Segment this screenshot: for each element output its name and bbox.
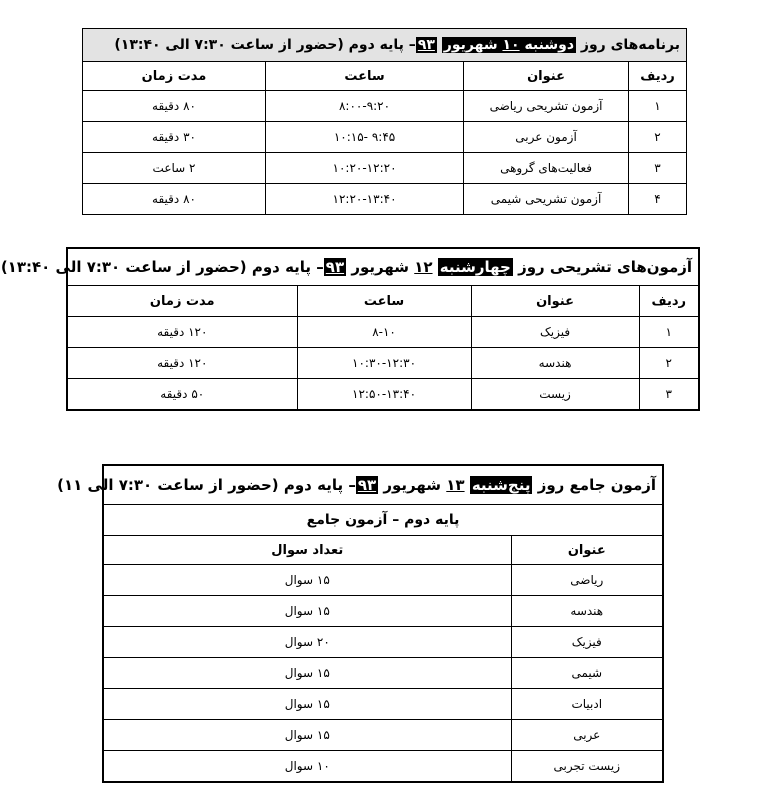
row-duration: ۲ ساعت (83, 153, 266, 184)
row-index: ۱ (629, 91, 687, 122)
table-title-row (67, 248, 699, 286)
header-index: ردیف (629, 62, 687, 91)
row-title: فعالیت‌های گروهی (464, 153, 629, 184)
table-subtitle: پایه دوم – آزمون جامع (103, 505, 663, 536)
row-duration: ۱۲۰ دقیقه (67, 348, 297, 379)
title-suffix: – پایه دوم (حضور از ساعت ۷:۳۰ الی ۱۳:۴۰) (114, 37, 416, 53)
header-title: عنوان (511, 536, 663, 565)
header-title: عنوان (471, 286, 639, 317)
row-title: آزمون تشریحی ریاضی (464, 91, 629, 122)
row-index: ۳ (639, 379, 699, 411)
title-year: ۹۳ (357, 476, 377, 494)
table-row (83, 122, 687, 153)
row-count: ۱۰ سوال (103, 751, 511, 783)
table-title (0, 248, 699, 286)
title-year: ۹۳ (417, 37, 435, 53)
table-title (83, 29, 687, 62)
comprehensive-exam-table (57, 464, 664, 783)
title-day: پنج‌شنبه (471, 476, 531, 494)
title-day: دوشنبه ۱۰ شهریور (443, 37, 575, 53)
row-duration: ۵۰ دقیقه (67, 379, 297, 411)
header-time: ساعت (297, 286, 471, 317)
title-prefix: آزمون‌های تشریحی روز (518, 258, 693, 276)
title-suffix: – پایه دوم (حضور از ساعت ۷:۳۰ الی ۱۱) (57, 476, 356, 494)
row-title: فیزیک (511, 627, 663, 658)
table-row (83, 91, 687, 122)
title-month: شهریور (383, 476, 442, 494)
row-title: ادبیات (511, 689, 663, 720)
header-question-count: تعداد سوال (103, 536, 511, 565)
row-index: ۴ (629, 184, 687, 215)
table-row (67, 379, 699, 411)
table-row (103, 627, 663, 658)
title-prefix: برنامه‌های روز (580, 37, 681, 53)
row-time: ۸:۰۰-۹:۲۰ (266, 91, 464, 122)
header-title: عنوان (464, 62, 629, 91)
row-count: ۱۵ سوال (103, 720, 511, 751)
row-index: ۲ (639, 348, 699, 379)
table-row (103, 720, 663, 751)
header-index: ردیف (639, 286, 699, 317)
row-title: آزمون تشریحی شیمی (464, 184, 629, 215)
table-title (57, 465, 663, 505)
row-title: هندسه (511, 596, 663, 627)
table-row (103, 658, 663, 689)
row-duration: ۳۰ دقیقه (83, 122, 266, 153)
table-row (103, 689, 663, 720)
row-duration: ۸۰ دقیقه (83, 91, 266, 122)
title-month: شهریور (351, 258, 409, 276)
row-count: ۲۰ سوال (103, 627, 511, 658)
title-prefix: آزمون جامع روز (537, 476, 657, 494)
row-time: ۸-۱۰ (297, 317, 471, 348)
row-title: زیست (471, 379, 639, 411)
row-time: ۹:۴۵ -۱۰:۱۵ (266, 122, 464, 153)
row-count: ۱۵ سوال (103, 658, 511, 689)
header-row (83, 62, 687, 91)
row-title: ریاضی (511, 565, 663, 596)
row-index: ۲ (629, 122, 687, 153)
table-title-row (83, 29, 687, 62)
title-date-num: ۱۳ (446, 476, 465, 494)
row-count: ۱۵ سوال (103, 689, 511, 720)
title-date-num: ۱۲ (414, 258, 433, 276)
header-row (103, 536, 663, 565)
row-count: ۱۵ سوال (103, 565, 511, 596)
table-row (83, 153, 687, 184)
title-suffix: – پایه دوم (حضور از ساعت ۷:۳۰ الی ۱۳:۴۰) (0, 258, 324, 276)
header-row (67, 286, 699, 317)
table-title-row (103, 465, 663, 505)
row-duration: ۸۰ دقیقه (83, 184, 266, 215)
row-time: ۱۲:۵۰-۱۳:۴۰ (297, 379, 471, 411)
row-duration: ۱۲۰ دقیقه (67, 317, 297, 348)
schedule-table-wednesday (0, 247, 700, 411)
row-time: ۱۰:۲۰-۱۲:۲۰ (266, 153, 464, 184)
row-index: ۳ (629, 153, 687, 184)
header-duration: مدت زمان (83, 62, 266, 91)
table-row (103, 596, 663, 627)
row-title: عربی (511, 720, 663, 751)
row-count: ۱۵ سوال (103, 596, 511, 627)
table-row (83, 184, 687, 215)
table-row (67, 317, 699, 348)
table-row (67, 348, 699, 379)
row-index: ۱ (639, 317, 699, 348)
row-title: هندسه (471, 348, 639, 379)
row-title: آزمون عربی (464, 122, 629, 153)
row-title: شیمی (511, 658, 663, 689)
subtitle-row (103, 505, 663, 536)
row-time: ۱۰:۳۰-۱۲:۳۰ (297, 348, 471, 379)
schedule-table-monday (82, 28, 687, 215)
row-title: زیست تجربی (511, 751, 663, 783)
row-title: فیزیک (471, 317, 639, 348)
table-row (103, 751, 663, 783)
table-row (103, 565, 663, 596)
header-duration: مدت زمان (67, 286, 297, 317)
row-time: ۱۲:۲۰-۱۳:۴۰ (266, 184, 464, 215)
title-day: چهارشنبه (439, 258, 511, 276)
header-time: ساعت (266, 62, 464, 91)
title-year: ۹۳ (325, 258, 345, 276)
